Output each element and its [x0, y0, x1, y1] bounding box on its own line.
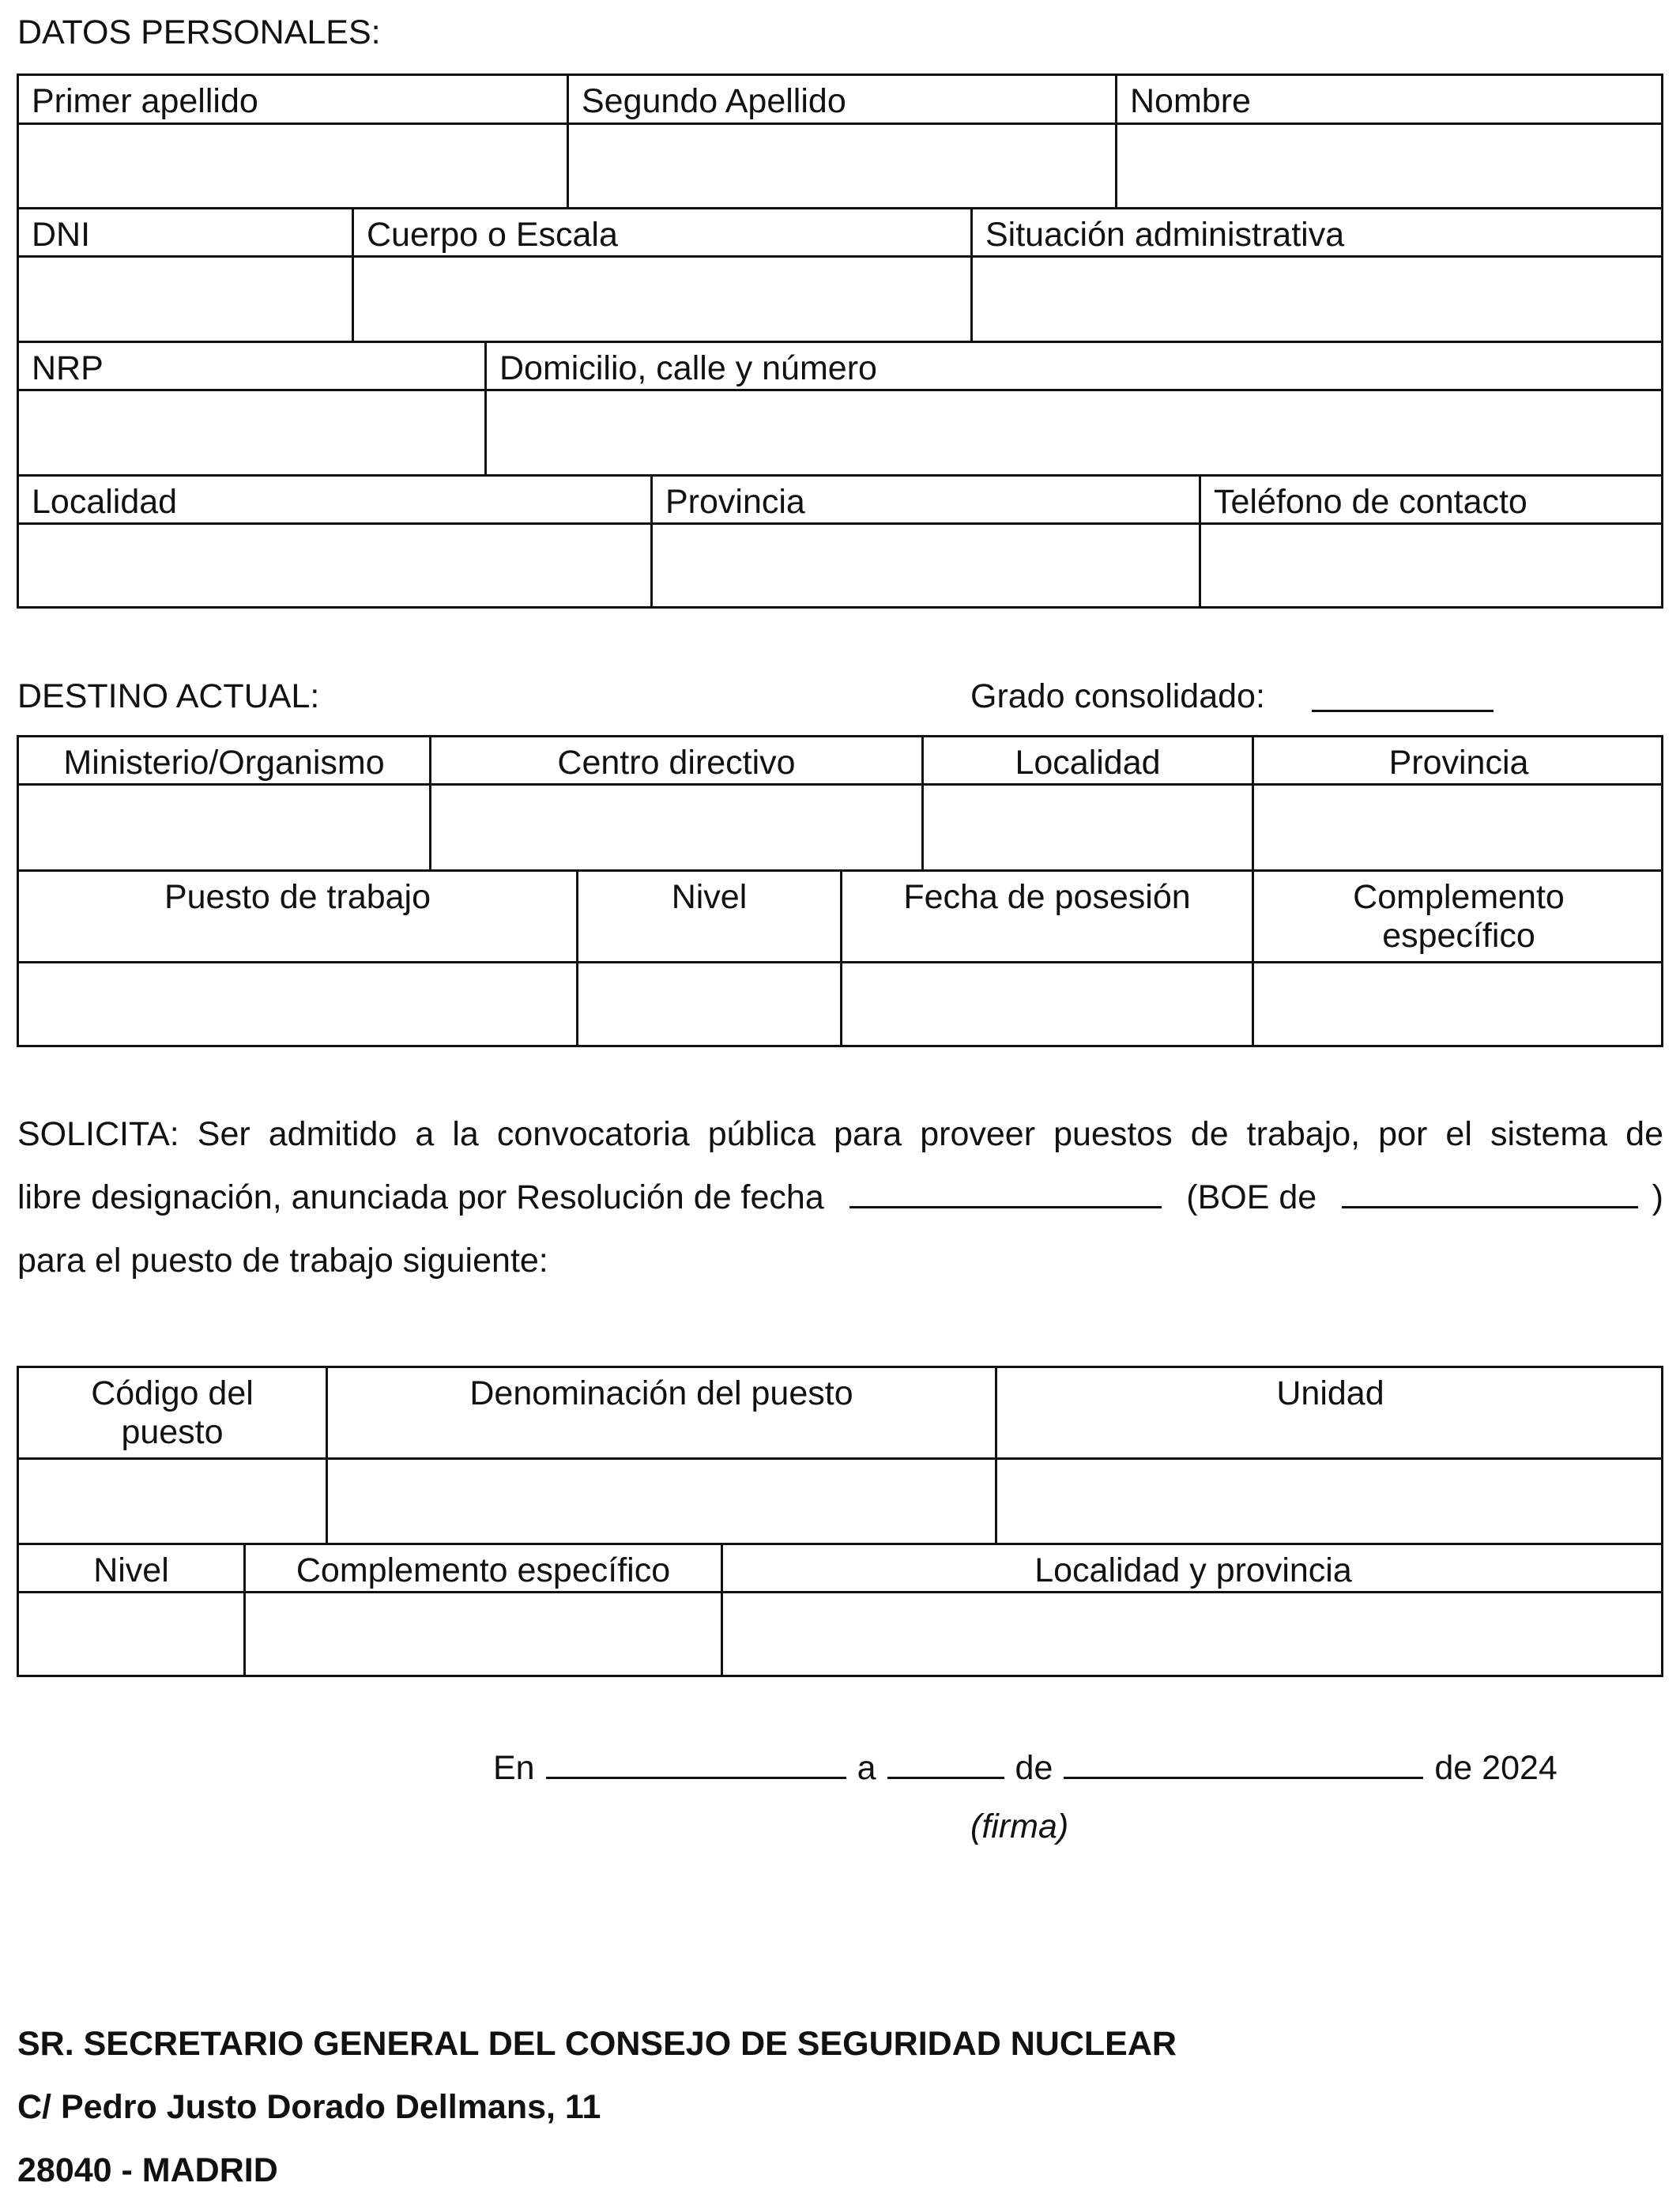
header-nrp [17, 341, 484, 389]
addressee-line-3: 28040 - MADRID [17, 2151, 278, 2189]
field-dni[interactable] [17, 255, 352, 341]
header-localidad-provincia [721, 1543, 1663, 1591]
field-puesto-complemento[interactable] [243, 1591, 721, 1677]
header-segundo-apellido [567, 74, 1115, 123]
label-denominacion: Denominación del puesto [469, 1374, 853, 1412]
field-domicilio[interactable] [484, 389, 1663, 474]
field-cuerpo[interactable] [352, 255, 970, 341]
label-centro: Centro directivo [557, 744, 796, 782]
label-primer-apellido: Primer apellido [32, 82, 258, 120]
header-puesto [17, 869, 576, 961]
header-provincia [650, 474, 1199, 522]
section-title-personal: DATOS PERSONALES: [17, 13, 381, 51]
header-puesto-nivel [17, 1543, 243, 1591]
header-nombre [1115, 74, 1663, 123]
header-domicilio [484, 341, 1663, 389]
label-dest-provincia: Provincia [1388, 744, 1529, 782]
personal-data-table [17, 74, 1663, 609]
boe-fecha-blank[interactable] [1342, 1174, 1638, 1208]
label-telefono: Teléfono de contacto [1214, 483, 1527, 521]
field-telefono[interactable] [1199, 522, 1663, 609]
label-puesto-complemento: Complemento específico [296, 1551, 671, 1589]
label-segundo-apellido: Segundo Apellido [582, 82, 846, 120]
solicita-line-3: para el puesto de trabajo siguiente: [17, 1242, 548, 1280]
label-dni: DNI [32, 216, 91, 254]
solicita-line-2 [17, 1166, 1663, 1229]
header-dest-localidad [921, 735, 1252, 783]
field-fecha[interactable] [840, 961, 1252, 1047]
header-dest-nivel [576, 869, 840, 961]
field-ministerio[interactable] [17, 783, 429, 869]
header-cuerpo [352, 207, 970, 255]
field-puesto[interactable] [17, 961, 576, 1047]
solicita-line-2c: ) [1652, 1178, 1663, 1216]
field-provincia[interactable] [650, 522, 1199, 609]
grado-consolidado-label: Grado consolidado: [970, 677, 1265, 715]
field-puesto-nivel[interactable] [17, 1591, 243, 1677]
date-day-blank[interactable] [887, 1745, 1004, 1779]
label-nrp: NRP [32, 349, 104, 387]
addressee-line-1: SR. SECRETARIO GENERAL DEL CONSEJO DE SEGURIDAD NUCLEAR [17, 2025, 1177, 2063]
date-month-blank[interactable] [1064, 1745, 1423, 1779]
label-codigo: Código del puesto [91, 1374, 254, 1452]
solicita-paragraph [17, 1103, 1663, 1292]
header-fecha [840, 869, 1252, 961]
field-codigo[interactable] [17, 1457, 326, 1543]
label-fecha: Fecha de posesión [903, 878, 1191, 916]
header-telefono [1199, 474, 1663, 522]
label-puesto: Puesto de trabajo [164, 878, 431, 916]
field-localidad[interactable] [17, 522, 650, 609]
header-ministerio [17, 735, 429, 783]
solicita-line-2b: (BOE de [1186, 1178, 1317, 1216]
label-situacion: Situación administrativa [985, 216, 1345, 254]
addressee-line-2: C/ Pedro Justo Dorado Dellmans, 11 [17, 2088, 601, 2126]
destino-table [17, 735, 1663, 1047]
resolucion-fecha-blank[interactable] [849, 1174, 1162, 1208]
label-ministerio: Ministerio/Organismo [63, 744, 385, 782]
header-localidad [17, 474, 650, 522]
date-a-label: a [857, 1749, 876, 1787]
date-year-label: de 2024 [1434, 1749, 1558, 1787]
date-line [493, 1745, 1558, 1785]
field-dest-complemento[interactable] [1252, 961, 1663, 1047]
header-situacion [970, 207, 1663, 255]
field-centro[interactable] [429, 783, 921, 869]
header-primer-apellido [17, 74, 567, 123]
date-place-blank[interactable] [546, 1745, 846, 1779]
label-dest-localidad: Localidad [1015, 744, 1161, 782]
label-localidad-provincia: Localidad y provincia [1034, 1551, 1352, 1589]
label-dest-nivel: Nivel [671, 878, 748, 916]
date-de-label: de [1015, 1749, 1053, 1787]
field-situacion[interactable] [970, 255, 1663, 341]
header-denominacion [326, 1366, 995, 1457]
solicita-line-2a: libre designación, anunciada por Resolución de fecha [17, 1178, 824, 1216]
field-localidad-provincia[interactable] [721, 1591, 1663, 1677]
header-centro [429, 735, 921, 783]
label-puesto-nivel: Nivel [93, 1551, 169, 1589]
label-localidad: Localidad [32, 483, 178, 521]
field-dest-provincia[interactable] [1252, 783, 1663, 869]
header-dest-provincia [1252, 735, 1663, 783]
header-dni [17, 207, 352, 255]
field-dest-nivel[interactable] [576, 961, 840, 1047]
label-cuerpo: Cuerpo o Escala [367, 216, 618, 254]
header-dest-complemento [1252, 869, 1663, 961]
field-denominacion[interactable] [326, 1457, 995, 1543]
label-nombre: Nombre [1130, 82, 1251, 120]
grado-consolidado-blank[interactable] [1312, 710, 1494, 712]
field-primer-apellido[interactable] [17, 123, 567, 207]
field-nrp[interactable] [17, 389, 484, 474]
label-domicilio: Domicilio, calle y número [499, 349, 877, 387]
label-provincia: Provincia [665, 483, 805, 521]
field-unidad[interactable] [995, 1457, 1663, 1543]
firma-label: (firma) [970, 1808, 1069, 1845]
puesto-table [17, 1366, 1663, 1677]
header-codigo [17, 1366, 326, 1457]
label-dest-complemento: Complemento específico [1353, 878, 1565, 956]
section-title-destino: DESTINO ACTUAL: [17, 677, 320, 715]
field-nombre[interactable] [1115, 123, 1663, 207]
solicita-line-1: SOLICITA: Ser admitido a la convocatoria pública para proveer puestos de trabajo, por el sistema de [17, 1115, 1663, 1153]
header-unidad [995, 1366, 1663, 1457]
label-unidad: Unidad [1276, 1374, 1384, 1412]
field-dest-localidad[interactable] [921, 783, 1252, 869]
header-puesto-complemento [243, 1543, 721, 1591]
field-segundo-apellido[interactable] [567, 123, 1115, 207]
date-en-label: En [493, 1749, 535, 1787]
